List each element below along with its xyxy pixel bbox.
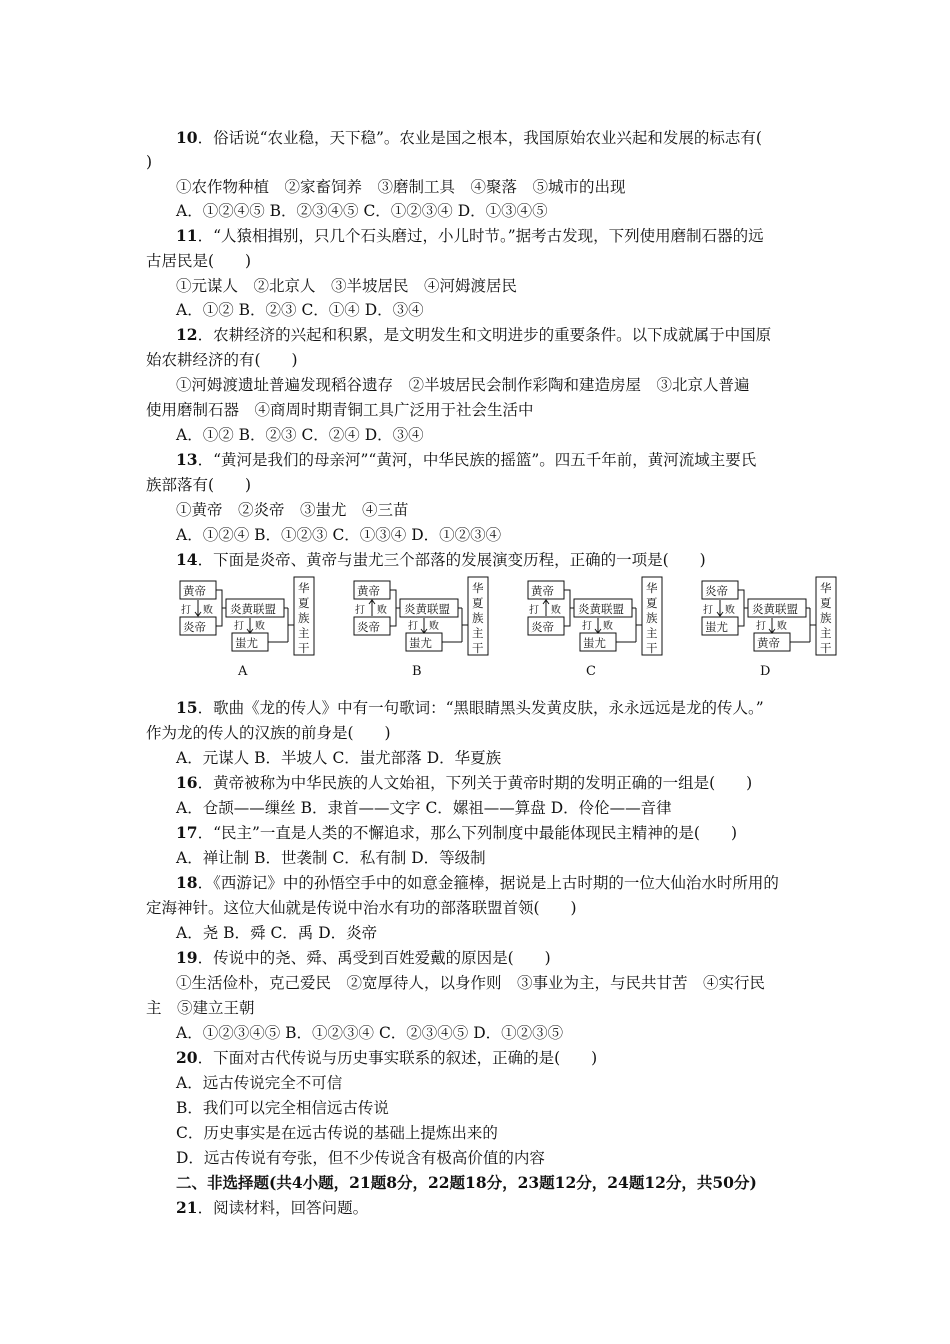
q13-text: ．“黄河是我们的母亲河”“黄河，中华民族的摇篮”。四五千年前，黄河流域主要氏 — [197, 451, 757, 469]
tribe-top-label: 黄帝 — [531, 584, 554, 598]
q12-items: ①河姆渡遗址普遍发现稻谷遗存 ②半坡居民会制作彩陶和建造房屋 ③北京人普遍 — [176, 376, 750, 394]
result-char: 主 — [820, 626, 832, 640]
lose-label-2: 败 — [777, 621, 787, 632]
q19-items-cont: 主 ⑤建立王朝 — [146, 999, 255, 1017]
q20-text: ．下面对古代传说与历史事实联系的叙述，正确的是( ) — [197, 1049, 598, 1067]
tribe-bottom-label: 蚩尤 — [705, 620, 728, 634]
result-char: 夏 — [646, 596, 658, 610]
q20-option-a: A．远古传说完全不可信 — [176, 1074, 343, 1092]
q12-text: ．农耕经济的兴起和积累，是文明发生和文明进步的重要条件。以下成就属于中国原 — [197, 326, 772, 344]
q18-options: A．尧 B．舜 C．禹 D．炎帝 — [176, 924, 378, 942]
diagram-caption: D — [760, 664, 771, 679]
result-char: 华 — [820, 581, 832, 595]
fight-label-2: 打 — [582, 621, 592, 632]
enemy-label: 黄帝 — [757, 636, 780, 650]
lose-label: 败 — [725, 605, 735, 616]
q21-number: 21 — [176, 1198, 198, 1217]
flow-diagram-svg — [352, 575, 502, 685]
fight-label-2: 打 — [756, 621, 766, 632]
q14-number: 14 — [176, 550, 198, 569]
q12-stem-cont: 始农耕经济的有( ) — [146, 351, 298, 369]
flow-diagram-svg — [526, 575, 676, 685]
fight-label: 打 — [181, 605, 191, 616]
fight-label: 打 — [355, 605, 365, 616]
diagram-caption: A — [238, 664, 248, 679]
tribe-top-label: 黄帝 — [183, 584, 206, 598]
lose-label-2: 败 — [429, 621, 439, 632]
bracket-line — [216, 590, 226, 626]
diagram-b — [352, 575, 502, 685]
flow-diagram-svg — [178, 575, 328, 685]
q14-stem — [176, 549, 840, 571]
q21-text: ．阅读材料，回答问题。 — [197, 1199, 369, 1217]
tribe-top-label: 炎帝 — [705, 584, 728, 598]
tribe-bottom-label: 炎帝 — [357, 620, 380, 634]
q20-option-c: C．历史事实是在远古传说的基础上提炼出来的 — [176, 1124, 498, 1142]
q10-number: 10 — [176, 128, 198, 147]
q20-number: 20 — [176, 1048, 198, 1067]
union-label: 炎黄联盟 — [404, 602, 450, 616]
union-label: 炎黄联盟 — [230, 602, 276, 616]
q17-options: A．禅让制 B．世袭制 C．私有制 D．等级制 — [176, 849, 486, 867]
q16-stem — [176, 772, 840, 794]
result-char: 主 — [298, 626, 310, 640]
q13-stem — [176, 449, 840, 471]
q18-stem — [176, 872, 840, 894]
fight-label-2: 打 — [234, 621, 244, 632]
fight-label-2: 打 — [408, 621, 418, 632]
result-char: 夏 — [298, 596, 310, 610]
fight-label: 打 — [703, 605, 713, 616]
fight-label: 打 — [529, 605, 539, 616]
lose-label-2: 败 — [255, 621, 265, 632]
q10-stem-cont: ) — [146, 153, 153, 171]
q15-stem — [176, 697, 840, 719]
tribe-top-label: 黄帝 — [357, 584, 380, 598]
diagram-caption: C — [586, 664, 596, 679]
q11-items: ①元谋人 ②北京人 ③半坡居民 ④河姆渡居民 — [176, 277, 518, 295]
q13-number: 13 — [176, 450, 198, 469]
q16-text: ．黄帝被称为中华民族的人文始祖，下列关于黄帝时期的发明正确的一组是( ) — [197, 774, 753, 792]
result-char: 干 — [646, 641, 658, 655]
union-label: 炎黄联盟 — [578, 602, 624, 616]
q15-text: ．歌曲《龙的传人》中有一句歌词：“黑眼睛黑头发黄皮肤，永永远远是龙的传人。” — [197, 699, 764, 717]
q10-stem — [146, 127, 810, 149]
result-char: 主 — [646, 626, 658, 640]
q20-option-d: D．远古传说有夸张，但不少传说含有极高价值的内容 — [176, 1149, 545, 1167]
q17-number: 17 — [176, 823, 198, 842]
union-label: 炎黄联盟 — [752, 602, 798, 616]
result-char: 华 — [472, 581, 484, 595]
q21-stem — [176, 1197, 840, 1219]
tribe-bottom-label: 炎帝 — [531, 620, 554, 634]
q20-option-b: B．我们可以完全相信远古传说 — [176, 1099, 389, 1117]
q17-text: ．“民主”一直是人类的不懈追求，那么下列制度中最能体现民主精神的是( ) — [197, 824, 738, 842]
diagram-a — [178, 575, 328, 685]
q12-options: A．①② B．②③ C．②④ D．③④ — [176, 426, 424, 444]
bracket-line — [390, 590, 400, 626]
q12-number: 12 — [176, 325, 198, 344]
enemy-label: 蚩尤 — [583, 636, 606, 650]
q19-items: ①生活俭朴，克己爱民 ②宽厚待人，以身作则 ③事业为主，与民共甘苦 ④实行民 — [176, 974, 766, 992]
result-char: 华 — [646, 581, 658, 595]
q10-options: A．①②④⑤ B．②③④⑤ C．①②③④ D．①③④⑤ — [176, 202, 548, 220]
q19-number: 19 — [176, 948, 198, 967]
result-char: 主 — [472, 626, 484, 640]
result-char: 族 — [646, 611, 658, 625]
result-char: 族 — [472, 611, 484, 625]
lose-label: 败 — [551, 605, 561, 616]
result-char: 夏 — [472, 596, 484, 610]
enemy-label: 蚩尤 — [235, 636, 258, 650]
diagram-caption: B — [412, 664, 422, 679]
q19-text: ．传说中的尧、舜、禹受到百姓爱戴的原因是( ) — [197, 949, 551, 967]
diagram-c — [526, 575, 676, 685]
q17-stem — [176, 822, 840, 844]
tribe-bottom-label: 炎帝 — [183, 620, 206, 634]
result-char: 夏 — [820, 596, 832, 610]
result-char: 干 — [298, 641, 310, 655]
q15-number: 15 — [176, 698, 198, 717]
q18-number: 18 — [176, 873, 198, 892]
q11-text: ．“人猿相揖别，只几个石头磨过，小儿时节。”据考古发现，下列使用磨制石器的远 — [197, 227, 764, 245]
lose-label: 败 — [377, 605, 387, 616]
result-char: 华 — [298, 581, 310, 595]
q20-stem — [176, 1047, 840, 1069]
q13-stem-cont: 族部落有( ) — [146, 476, 252, 494]
lose-label: 败 — [203, 605, 213, 616]
result-char: 干 — [820, 641, 832, 655]
q12-stem — [176, 324, 840, 346]
q16-options: A．仓颉——缫丝 B．隶首——文字 C．嫘祖——算盘 D．伶伦——音律 — [176, 799, 672, 817]
q10-items: ①农作物种植 ②家畜饲养 ③磨制工具 ④聚落 ⑤城市的出现 — [176, 178, 626, 196]
q19-stem — [176, 947, 840, 969]
q13-items: ①黄帝 ②炎帝 ③蚩尤 ④三苗 — [176, 501, 409, 519]
q12-items-cont: 使用磨制石器 ④商周时期青铜工具广泛用于社会生活中 — [146, 401, 534, 419]
q11-stem — [176, 225, 840, 247]
section-2-heading: 二、非选择题(共4小题，21题8分，22题18分，23题12分，24题12分，共50分) — [176, 1173, 757, 1192]
flow-diagram-svg — [700, 575, 850, 685]
lose-label-2: 败 — [603, 621, 613, 632]
result-char: 族 — [820, 611, 832, 625]
diagram-d — [700, 575, 850, 685]
bracket-line — [564, 590, 574, 626]
q14-text: ．下面是炎帝、黄帝与蚩尤三个部落的发展演变历程，正确的一项是( ) — [197, 551, 706, 569]
q15-options: A．元谋人 B．半坡人 C．蚩尤部落 D．华夏族 — [176, 749, 502, 767]
q15-stem-cont: 作为龙的传人的汉族的前身是( ) — [146, 724, 391, 742]
bracket-line — [738, 590, 748, 626]
q18-text: ．《西游记》中的孙悟空手中的如意金箍棒，据说是上古时期的一位大仙治水时所用的 — [197, 874, 779, 892]
q19-options: A．①②③④⑤ B．①②③④ C．②③④⑤ D．①②③⑤ — [176, 1024, 564, 1042]
result-char: 族 — [298, 611, 310, 625]
result-char: 干 — [472, 641, 484, 655]
q11-options: A．①② B．②③ C．①④ D．③④ — [176, 301, 424, 319]
enemy-label: 蚩尤 — [409, 636, 432, 650]
q11-number: 11 — [176, 226, 198, 245]
q18-stem-cont: 定海神针。这位大仙就是传说中治水有功的部落联盟首领( ) — [146, 899, 577, 917]
q10-text: ．俗话说“农业稳，天下稳”。农业是国之根本，我国原始农业兴起和发展的标志有( — [197, 129, 762, 147]
q16-number: 16 — [176, 773, 198, 792]
q13-options: A．①②④ B．①②③ C．①③④ D．①②③④ — [176, 526, 502, 544]
q11-stem-cont: 古居民是( ) — [146, 252, 252, 270]
